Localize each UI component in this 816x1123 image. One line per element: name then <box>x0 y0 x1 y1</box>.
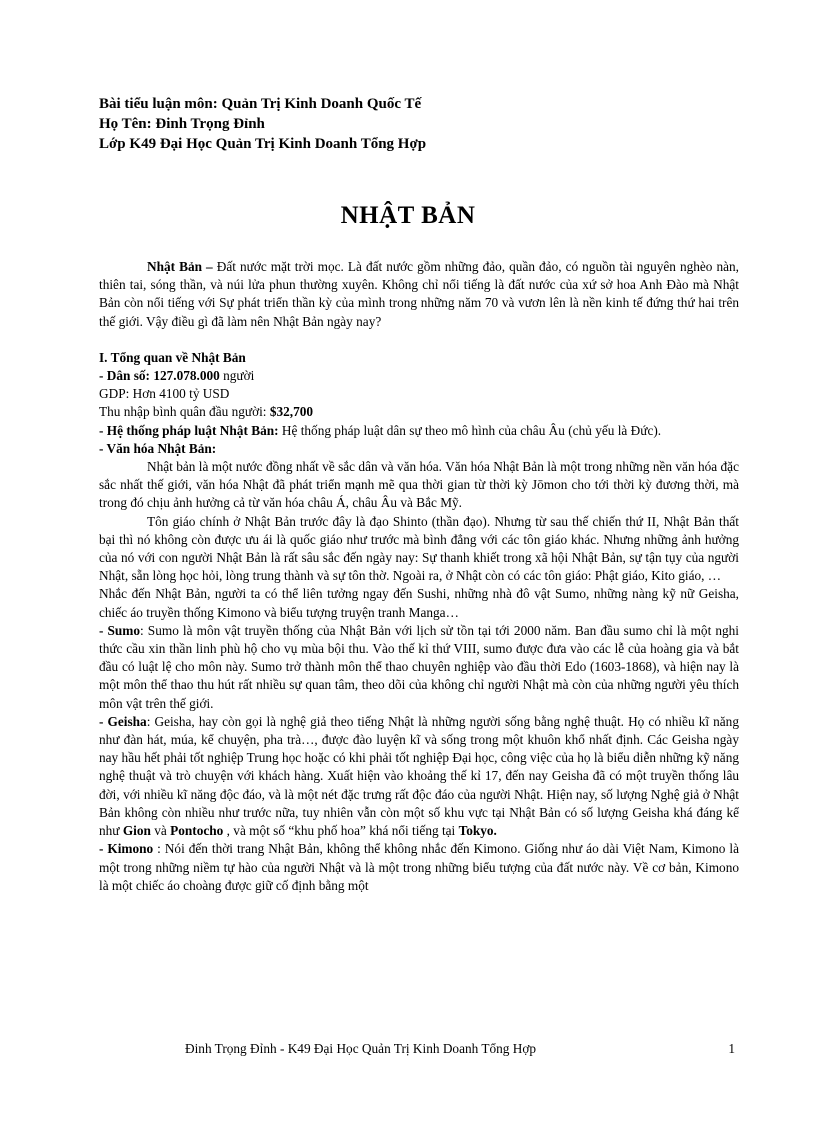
law-label: - Hệ thống pháp luật Nhật Bản: <box>99 422 279 438</box>
header-student-name: Họ Tên: Đinh Trọng Đỉnh <box>99 116 265 132</box>
header-course: Bài tiểu luận môn: Quản Trị Kinh Doanh Quốc Tế <box>99 96 422 112</box>
sumo-paragraph <box>99 622 739 713</box>
intro-bold: Nhật Bản – <box>147 259 217 274</box>
culture-heading: - Văn hóa Nhật Bản: <box>99 440 217 456</box>
kimono-text: : Nói đến thời trang Nhật Bản, không thể không nhắc đến Kimono. Giống như áo dài Việt Nam, Kimono là một trong những niềm tự hào của người Nhật và là một trong những biểu tượng của đất nước này. Về cơ bản, Kimono là một chiếc áo choàng được giữ cố định bằng một <box>99 841 739 893</box>
income-line <box>99 403 739 421</box>
page-number: 1 <box>728 1041 735 1056</box>
geisha-label: - Geisha <box>99 713 147 729</box>
population-value: 127.078.000 <box>153 368 220 384</box>
kimono-paragraph <box>99 840 739 895</box>
geisha-tail: , và một số “khu phố hoa” khá nổi tiếng tại <box>223 823 459 839</box>
culture-paragraph-2: Tôn giáo chính ở Nhật Bản trước đây là đạo Shinto (thần đạo). Nhưng từ sau thế chiến thứ II, Nhật Bản thất bại thì nó không còn được ưu ái là quốc giáo như trước mà bình đẳng với các tôn giáo khác. Nhưng những ảnh hưởng của nó với con người Nhật Bản là rất sâu sắc đến ngày nay: Sự thanh khiết trong xã hội Nhật Bản, sự tận tụy của người Nhật, sẵn lòng học hỏi, lòng trung thành và sự tôn thờ. Ngoài ra, ở Nhật còn có các tôn giáo: Phật giáo, Kito giáo, … <box>99 513 739 584</box>
intro-text: Đất nước mặt trời mọc. Là đất nước gồm những đảo, quần đảo, có nguồn tài nguyên nghèo nàn, thiên tai, sóng thần, và núi lửa phun thường xuyên. Không chỉ nổi tiếng là đất nước của xứ sở hoa Anh Đào mà Nhật Bản còn nổi tiếng với Sự phát triển thần kỳ của mình trong những năm 70 và vươn lên là nền kinh tế đứng thứ hai trên thế giới. Vậy điều gì đã làm nên Nhật Bản ngày nay? <box>99 259 740 329</box>
sumo-text: : Sumo là môn vật truyền thống của Nhật Bản với lịch sử tồn tại tới 2000 năm. Ban đầu sumo chỉ là một nghi thức cầu xin thần linh phù hộ cho vụ mùa bội thu. Vào thế kỉ thứ VIII, sumo được đưa vào các lễ của hoàng gia và bắt đầu có luật lệ cho môn này. Sumo trở thành môn thể thao chuyên nghiệp vào đầu thời Edo (1603-1868), và hiện nay là một môn thể thao thu hút rất nhiều sự quan tâm, theo dõi của không chỉ người Nhật mà còn của những người yêu thích môn vật trên thế giới. <box>99 622 739 711</box>
geisha-tokyo: Tokyo. <box>458 823 497 839</box>
geisha-gion: Gion <box>122 823 151 839</box>
page-title: NHẬT BẢN <box>340 202 476 229</box>
intro-paragraph <box>99 258 739 331</box>
income-label: Thu nhập bình quân đầu người: <box>99 404 270 420</box>
sumo-label: - Sumo <box>99 622 141 638</box>
income-value: $32,700 <box>269 404 314 420</box>
law-line <box>99 422 739 440</box>
kimono-label: - Kimono <box>99 841 154 857</box>
section-heading: I. Tổng quan về Nhật Bản <box>99 349 246 365</box>
footer-text: Đinh Trọng Đỉnh - K49 Đại Học Quản Trị Kinh Doanh Tổng Hợp <box>185 1041 537 1056</box>
population-label: - Dân số: <box>99 368 154 384</box>
law-text: Hệ thống pháp luật dân sự theo mô hình của châu Âu (chủ yếu là Đức). <box>278 422 662 438</box>
document-body <box>99 258 739 895</box>
geisha-and: và <box>150 823 171 839</box>
gdp-line: GDP: Hơn 4100 tỷ USD <box>99 386 230 402</box>
geisha-text: : Geisha, hay còn gọi là nghệ giả theo tiếng Nhật là những người sống bằng nghệ thuật. Họ có nhiều kĩ năng như đàn hát, múa, kể chuyện, pha trà…, được đào luyện kĩ và sống trong một khuôn khổ nhất định. Các Geisha ngày nay hầu hết phải tốt nghiệp Trung học hoặc có khi phải tốt nghiệp Đại học, công việc của họ là biểu diễn những kỹ năng nghệ thuật và trò chuyện với khách hàng. Xuất hiện vào khoảng thế kỉ 17, đến nay Geisha đã có một truyền thống lâu đời, với nhiều kĩ năng độc đáo, và là một nét đặc trưng rất độc đáo của người Nhật. Hiện nay, số lượng Nghệ giả ở Nhật Bản không còn nhiều như trước nữa, tuy nhiên vẫn còn một số khu vực tại Nhật Bản có số lượng Geisha khá đáng kể như <box>99 713 739 839</box>
population-line <box>99 367 739 385</box>
culture-paragraph-1: Nhật bản là một nước đồng nhất về sắc dân và văn hóa. Văn hóa Nhật Bản là một trong những nền văn hóa đặc sắc nhất thế giới, văn hóa Nhật đã phát triển mạnh mẽ qua thời gian từ thời kỳ Jōmon cho tới thời kỳ đương thời, mà trong đó chịu ảnh hưởng cả từ văn hóa châu Á, châu Âu và Bắc Mỹ. <box>99 459 739 511</box>
header-class: Lớp K49 Đại Học Quản Trị Kinh Doanh Tổng Hợp <box>99 136 427 152</box>
population-unit: người <box>219 368 255 384</box>
culture-paragraph-3: Nhắc đến Nhật Bản, người ta có thể liên tưởng ngay đến Sushi, những nhà đô vật Sumo, những nàng kỹ nữ Geisha, chiếc áo truyền thống Kimono và biểu tượng truyện tranh Manga… <box>99 586 739 620</box>
geisha-paragraph <box>99 713 739 840</box>
document-header <box>99 94 719 154</box>
geisha-pontocho: Pontocho <box>170 823 224 839</box>
